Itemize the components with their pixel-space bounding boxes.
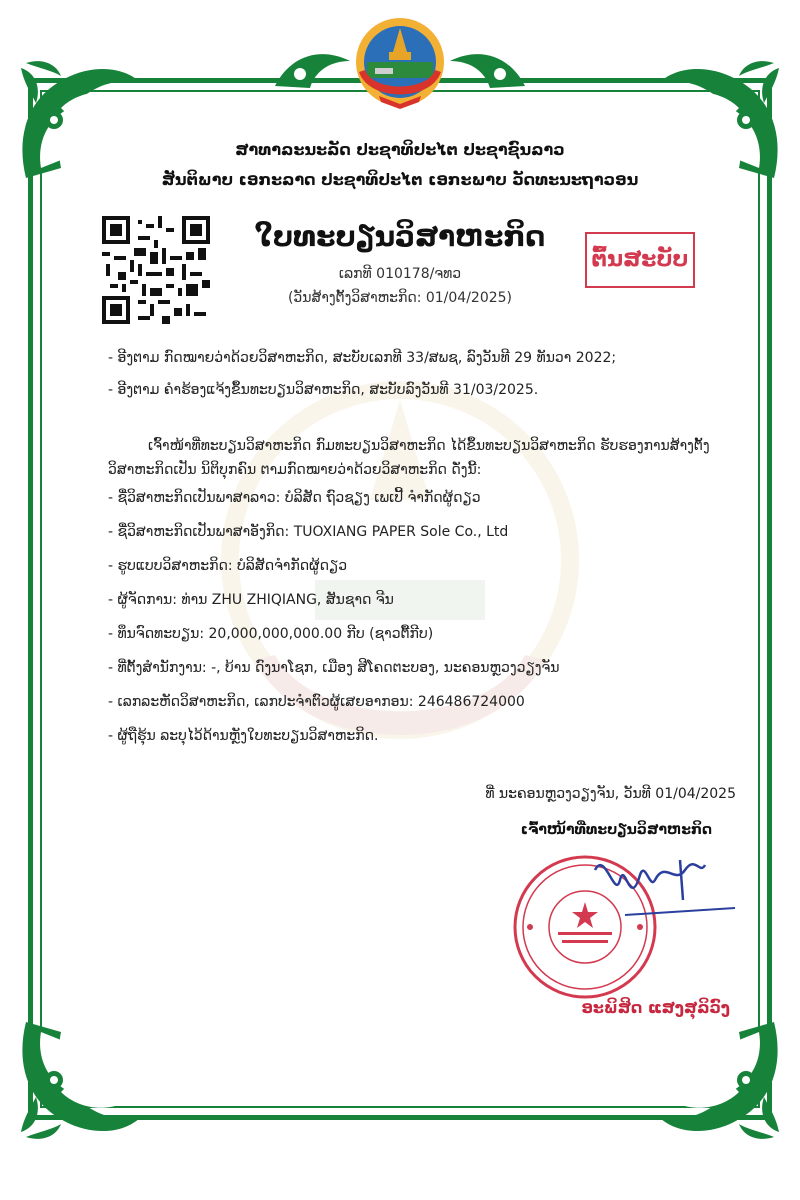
intro-paragraph xyxy=(108,434,728,482)
registration-date: (ວັນສ້າງຕັ້ງວິສາຫະກິດ: 01/04/2025) xyxy=(287,290,513,306)
place-and-date: ທີ່ ນະຄອນຫຼວງວຽງຈັນ, ວັນທີ 01/04/2025 xyxy=(485,786,736,802)
signer-name: ອະພິສິດ ແສງສຸລິວົງ xyxy=(581,998,730,1017)
intro-text: ເຈົ້າໜ້າທີ່ທະບຽນວິສາຫະກິດ ກົມທະບຽນວິສາຫະກິດ ໄດ້ຂຶ້ນທະບຽນວິສາຫະກິດ ຮັບຮອງການສ້າງຕັ້ງວິສາຫະກິດເປັນ ນິຕິບຸກຄົນ ຕາມກົດໝາຍວ່າດ້ວຍວິສາຫະກິດ ດັ່ງນີ້: xyxy=(108,438,710,478)
company-name-english: - ຊື່ວິສາຫະກິດເປັນພາສາອັງກິດ: TUOXIANG PAPER Sole Co., Ltd xyxy=(108,524,509,540)
country-name: ສາທາລະນະລັດ ປະຊາທິປະໄຕ ປະຊາຊົນລາວ xyxy=(235,140,565,159)
certificate-number: ເລກທີ 010178/ຈທວ xyxy=(338,266,462,282)
signature xyxy=(585,840,745,930)
company-name-lao: - ຊື່ວິສາຫະກິດເປັນພາສາລາວ: ບໍລິສັດ ຖົວຊຽງ ເພເປີ້ ຈຳກັດຜູ້ດຽວ xyxy=(108,490,481,506)
enterprise-code: - ເລກລະຫັດວິສາຫະກິດ, ເລກປະຈຳຕົວຜູ້ເສຍອາກອນ: 246486724000 xyxy=(108,694,525,710)
corner-ornament-bottom-right xyxy=(644,1002,794,1152)
national-motto: ສັນຕິພາບ ເອກະລາດ ປະຊາທິປະໄຕ ເອກະພາບ ວັດທະນະຖາວອນ xyxy=(161,170,639,189)
officer-title: ເຈົ້າໜ້າທີ່ທະບຽນວິສາຫະກິດ xyxy=(520,822,712,838)
legal-reference: - ອີງຕາມ ກົດໝາຍວ່າດ້ວຍວິສາຫະກິດ, ສະບັບເລກທີ 33/ສພຊ, ລົງວັນທີ 29 ທັນວາ 2022; xyxy=(108,350,617,366)
company-type: - ຮູບແບບວິສາຫະກິດ: ບໍລິສັດຈຳກັດຜູ້ດຽວ xyxy=(108,558,348,574)
certificate-title: ໃບທະບຽນວິສາຫະກິດ xyxy=(254,220,546,253)
shareholders-note: - ຜູ້ຖືຮຸ້ນ ລະບຸໄວ້ດ້ານຫຼັງໃບທະບຽນວິສາຫະກິດ. xyxy=(108,728,379,744)
corner-ornament-bottom-left xyxy=(6,1002,156,1152)
original-copy-stamp: ຕົ້ນສະບັບ xyxy=(585,232,695,288)
registered-capital: - ທຶນຈົດທະບຽນ: 20,000,000,000.00 ກີບ (ຊາວຕື້ກີບ) xyxy=(108,626,434,642)
office-address: - ທີ່ຕັ້ງສຳນັກງານ: -, ບ້ານ ດົງນາໂຊກ, ເມືອງ ສີໂຄດຕະບອງ, ນະຄອນຫຼວງວຽງຈັນ xyxy=(108,660,560,676)
national-emblem xyxy=(349,12,451,110)
manager: - ຜູ້ຈັດການ: ທ່ານ ZHU ZHIQIANG, ສັນຊາດ ຈີນ xyxy=(108,592,394,608)
application-reference: - ອີງຕາມ ຄຳຮ້ອງແຈ້ງຂຶ້ນທະບຽນວິສາຫະກິດ, ສະບັບລົງວັນທີ 31/03/2025. xyxy=(108,382,539,398)
